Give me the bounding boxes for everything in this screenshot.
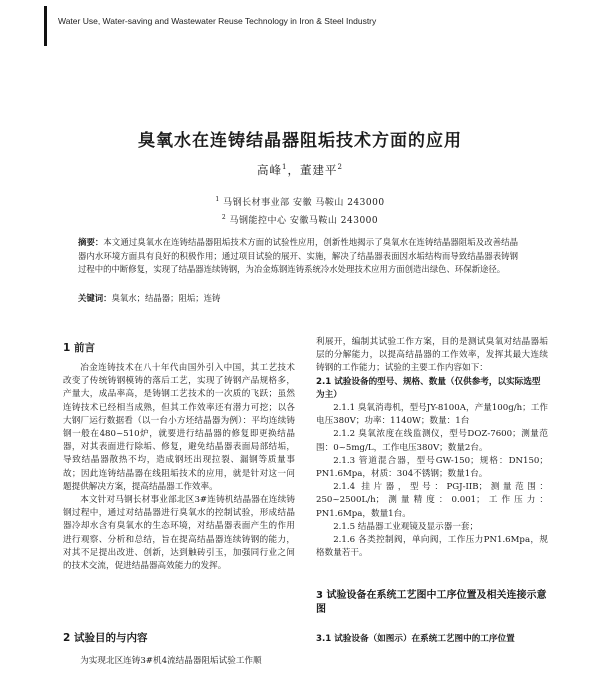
list-item: 2.1.1 臭氧消毒机，型号JY-8100A，产量100g/h；工作电压380V；功率：1140W；数量：1台 [316, 403, 548, 427]
affil-text: 马钢能控中心 安徽马鞍山 243000 [229, 216, 379, 226]
author-separator: ， [287, 163, 300, 177]
subsection-heading-3-1: 3.1 试验设备（如图示）在系统工艺图中的工序位置 [316, 634, 515, 644]
affil-text: 马钢长材事业部 安徽 马鞍山 243000 [223, 198, 385, 208]
author-name: 董建平 [300, 163, 338, 177]
affiliation-1 [0, 195, 600, 208]
subsection-heading-2-1: 2.1 试验设备的型号、规格、数量（仅供参考，以实际选型为主） [316, 376, 541, 400]
author-affil-mark: 2 [337, 163, 343, 172]
affil-mark: 2 [221, 214, 227, 221]
list-item: 2.1.2 臭氧浓度在线监测仪，型号DOZ-7600；测量范围：0~5mg/L，工作电压380V；数量2台。 [316, 429, 548, 453]
right-column-body [316, 336, 548, 560]
affiliation-2 [0, 213, 600, 226]
paragraph: 本文针对马钢长材事业部北区3#连铸机结晶器在连续铸钢过程中，通过对结晶器进行臭氧水的控制试验，形成结晶器冷却水含有臭氧水的生态环境，对结晶器表面产生的作用进行观察、分析和总结，旨在提高结晶器连续铸钢的能力，对其不足提出改进、创新，达到触砖引玉，加强同行业之间的技术交流，促进结晶器高效能力的发挥。 [63, 495, 295, 572]
abstract [78, 236, 518, 277]
section-heading-intro: 1 前言 [63, 342, 95, 354]
paragraph: 为实现北区连铸3#机4流结晶器阻垢试验工作顺 [80, 656, 262, 666]
header-rule-bar [44, 6, 47, 46]
list-item: 2.1.4 挂片器，型号：PGJ-IIB；测量范围：250~2500L/h；测量精度：0.001；工作压力：PN1.6Mpa，数量1台。 [316, 482, 548, 519]
abstract-text: 本文通过臭氧水在连铸结晶器阻垢技术方面的试验性应用，创新性地揭示了臭氧水在连铸结晶器阻垢及改善结晶器内水环境方面具有良好的积极作用；通过项目试验的展开、实施，解决了结晶器表面因水垢结构而导致结晶器表铸钢过程中的中断修复，实现了结晶器连续铸钢，为冶金炼钢连铸系统冷水处理技术应用方面创造出绿色、环保新途径。 [78, 237, 518, 274]
list-item: 2.1.6 各类控制阀，单向阀，工作压力PN1.6Mpa，规格数量若干。 [316, 535, 548, 559]
abstract-label: 摘要： [78, 237, 104, 247]
section-heading-equipment-position: 3 试验设备在系统工艺图中工序位置及相关连接示意图 [316, 590, 547, 615]
keywords-text: 臭氧水；结晶器；阻垢；连铸 [111, 293, 221, 303]
left-column-tail [63, 655, 295, 668]
section-heading-purpose: 2 试验目的与内容 [63, 632, 148, 644]
author-affil-mark: 1 [282, 163, 288, 172]
author-line [0, 162, 600, 178]
running-head: Water Use, Water-saving and Wastewater Reuse Technology in Iron & Steel Industry [58, 16, 377, 26]
affil-mark: 1 [215, 196, 220, 203]
list-item: 2.1.3 管道混合器，型号GW-150；规格：DN150；PN1.6Mpa，材质：304不锈钢；数量1台。 [316, 455, 548, 480]
left-column-body [63, 362, 295, 573]
list-item: 2.1.5 结晶器工业观镜及显示器一套； [333, 521, 479, 532]
author-name: 高峰 [257, 163, 283, 177]
keywords [78, 292, 518, 305]
paragraph: 利展开，编制其试验工作方案，目的是测试臭氧对结晶器垢层的分解能力，以提高结晶器的工作效率，发挥其最大连续铸钢的工作能力；试验的主要工作内容如下： [316, 337, 548, 374]
paper-title: 臭氧水在连铸结晶器阻垢技术方面的应用 [138, 131, 462, 151]
keywords-label: 关键词： [78, 293, 112, 303]
paragraph: 冶金连铸技术在八十年代由国外引入中国，其工艺技术改变了传统铸钢模铸的落后工艺，实现了铸钢产品规格多，产量大，成品率高，是铸钢工艺技术的一次质的飞跃；虽然连铸技术已经相当成熟，但其工作效率还有潜力可挖；以各大钢厂运行数据看（以一台小方坯结晶器为例）：平均连续铸钢一般在480~510炉，就要进行结晶器的修复即更换结晶器，对其表面进行除垢、修复，避免结晶器表面局部结垢，导致结晶器散热不均，造成钢坯出现拉裂、漏钢等质量事故；因此连铸结晶器在线阻垢技术的应用，就是针对这一问题提供解决方案，提高结晶器工作效率。 [63, 363, 295, 492]
